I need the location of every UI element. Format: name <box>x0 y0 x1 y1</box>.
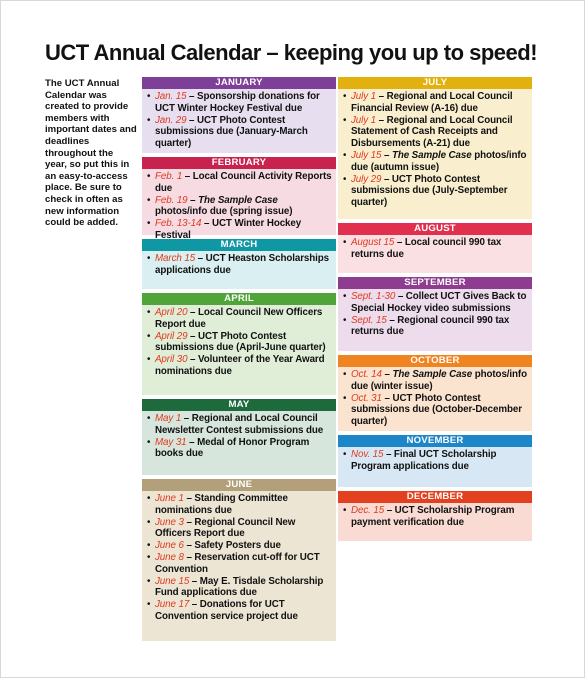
intro-text: The UCT Annual Calendar was created to provide members with important dates and deadlines throughout the year, so put this in an easy-to-access place. Be sure to check in often as new information could be added. <box>45 78 137 229</box>
entry-date: July 1 <box>351 114 376 126</box>
entry-dash: – <box>381 149 392 161</box>
bullet-icon: • <box>147 493 151 504</box>
month-header: NOVEMBER <box>338 435 532 447</box>
entry-text: – Collect UCT Gives Back to Special Hockey video submissions <box>351 291 527 314</box>
entry-date: April 20 <box>155 307 188 318</box>
entry-date: Sept. 1-30 <box>351 291 396 302</box>
month-body <box>142 411 336 475</box>
month-body <box>338 235 532 273</box>
left-column <box>142 77 336 645</box>
month-body <box>338 289 532 351</box>
publication-title: The Sample Case <box>391 149 472 161</box>
page-title: UCT Annual Calendar – keeping you up to speed! <box>45 40 538 65</box>
entry-text: photos/info due (winter issue) <box>351 369 527 392</box>
calendar-entry <box>147 307 332 331</box>
month-header: JULY <box>338 77 532 89</box>
calendar-entry <box>147 517 332 541</box>
entry-date: June 8 <box>155 551 184 563</box>
bullet-icon: • <box>147 516 151 528</box>
calendar-entry <box>147 331 332 355</box>
entry-text: – Final UCT Scholarship Program applications due <box>351 449 497 472</box>
month-body <box>142 491 336 641</box>
entry-date: August 15 <box>351 237 395 248</box>
month-header: SEPTEMBER <box>338 277 532 289</box>
entry-date: Oct. 31 <box>351 392 382 404</box>
calendar-entry <box>343 91 528 115</box>
bullet-icon: • <box>147 551 151 563</box>
entry-date: July 29 <box>351 173 382 185</box>
month-body <box>142 305 336 395</box>
month-september <box>338 277 532 351</box>
month-header: JANUARY <box>142 77 336 89</box>
bullet-icon: • <box>343 369 347 380</box>
entry-date: July 15 <box>351 149 382 161</box>
bullet-icon: • <box>147 114 151 126</box>
entry-text: – Sponsorship donations for UCT Winter Hockey Festival due <box>155 91 320 114</box>
calendar-entry <box>343 449 528 473</box>
entry-date: Feb. 1 <box>155 171 183 182</box>
calendar-entry <box>147 540 332 552</box>
month-header: OCTOBER <box>338 355 532 367</box>
entry-date: May 1 <box>155 413 182 424</box>
calendar-entry <box>147 91 332 115</box>
bullet-icon: • <box>343 91 347 102</box>
calendar-entry <box>343 393 528 428</box>
calendar-entry <box>343 315 528 339</box>
month-body <box>338 367 532 431</box>
month-february <box>142 157 336 241</box>
month-body <box>338 447 532 487</box>
entry-dash: – <box>187 194 199 206</box>
calendar-entry <box>147 171 332 195</box>
entry-date: Feb. 13-14 <box>155 218 202 230</box>
bullet-icon: • <box>343 237 347 248</box>
entry-date: Feb. 19 <box>155 194 188 206</box>
entry-text: – Reservation cut-off for UCT Convention <box>155 551 320 575</box>
bullet-icon: • <box>147 599 151 611</box>
bullet-icon: • <box>147 354 151 366</box>
entry-text: – Regional and Local Council Financial Review (A-16) due <box>351 91 513 114</box>
bullet-icon: • <box>147 575 151 587</box>
entry-text: – Regional and Local Council Newsletter Contest submissions due <box>155 413 324 436</box>
entry-text: – UCT Photo Contest submissions due (July-September quarter) <box>351 173 508 209</box>
month-header: MAY <box>142 399 336 411</box>
month-april <box>142 293 336 395</box>
month-august <box>338 223 532 273</box>
entry-text: – UCT Photo Contest submissions due (April-June quarter) <box>155 330 326 354</box>
entry-text: – Local council 990 tax returns due <box>351 237 502 260</box>
entry-date: April 29 <box>155 330 188 342</box>
calendar-entry <box>147 437 332 461</box>
entry-date: Dec. 15 <box>351 505 385 516</box>
bullet-icon: • <box>147 330 151 342</box>
calendar-entry <box>343 174 528 209</box>
entry-date: June 15 <box>155 575 190 587</box>
calendar-entry <box>147 354 332 378</box>
month-march <box>142 239 336 289</box>
month-body <box>142 89 336 153</box>
entry-text: – UCT Heaston Scholarships applications due <box>155 253 329 276</box>
entry-text: – Local Council New Officers Report due <box>155 307 323 330</box>
entry-dash: – <box>381 369 393 380</box>
month-july <box>338 77 532 219</box>
entry-date: June 6 <box>155 540 184 552</box>
bullet-icon: • <box>343 114 347 126</box>
bullet-icon: • <box>343 291 347 302</box>
bullet-icon: • <box>147 218 151 230</box>
entry-text: – Regional and Local Council Statement of Cash Receipts and Disbursements (A-21) due <box>351 114 513 150</box>
calendar-entry <box>147 413 332 437</box>
publication-title: The Sample Case <box>392 369 473 380</box>
entry-text: – Volunteer of the Year Award nominations due <box>155 354 325 377</box>
entry-date: May 31 <box>155 436 187 448</box>
calendar-entry <box>147 115 332 150</box>
calendar-entry <box>147 253 332 277</box>
entry-text: – Local Council Activity Reports due <box>155 171 332 194</box>
entry-text: photos/info due (autumn issue) <box>351 149 527 173</box>
calendar-entry <box>147 576 332 600</box>
entry-date: June 1 <box>155 493 184 504</box>
entry-text: – May E. Tisdale Scholarship Fund applications due <box>155 575 324 599</box>
entry-date: Jan. 15 <box>155 91 187 102</box>
entry-date: Nov. 15 <box>351 449 384 460</box>
entry-date: June 17 <box>155 599 190 611</box>
month-header: FEBRUARY <box>142 157 336 169</box>
bullet-icon: • <box>343 449 347 460</box>
month-header: JUNE <box>142 479 336 491</box>
bullet-icon: • <box>147 171 151 182</box>
month-january <box>142 77 336 153</box>
month-header: APRIL <box>142 293 336 305</box>
bullet-icon: • <box>147 91 151 102</box>
bullet-icon: • <box>147 413 151 424</box>
entry-text: photos/info due (spring issue) <box>155 206 293 218</box>
bullet-icon: • <box>343 392 347 404</box>
entry-text: – UCT Winter Hockey Festival <box>155 218 302 241</box>
bullet-icon: • <box>343 314 347 326</box>
entry-date: March 15 <box>155 253 196 264</box>
calendar-entry <box>147 599 332 623</box>
entry-date: July 1 <box>351 91 376 102</box>
month-header: DECEMBER <box>338 491 532 503</box>
calendar-entry <box>147 493 332 517</box>
entry-date: Jan. 29 <box>155 114 187 126</box>
publication-title: The Sample Case <box>198 194 278 206</box>
entry-date: Oct. 14 <box>351 369 382 380</box>
month-body <box>142 169 336 241</box>
calendar-entry <box>343 505 528 529</box>
month-june <box>142 479 336 641</box>
month-may <box>142 399 336 475</box>
entry-text: – Medal of Honor Program books due <box>155 436 310 460</box>
calendar-entry <box>343 115 528 150</box>
bullet-icon: • <box>343 505 347 516</box>
entry-text: – Regional Council New Officers Report due <box>155 516 296 540</box>
entry-text: – Regional council 990 tax returns due <box>351 314 510 338</box>
entry-date: June 3 <box>155 516 184 528</box>
calendar-entry <box>147 195 332 219</box>
bullet-icon: • <box>343 173 347 185</box>
month-header: AUGUST <box>338 223 532 235</box>
month-october <box>338 355 532 431</box>
bullet-icon: • <box>147 253 151 264</box>
entry-text: – UCT Photo Contest submissions due (October-December quarter) <box>351 392 522 428</box>
bullet-icon: • <box>147 436 151 448</box>
entry-text: – UCT Scholarship Program payment verification due <box>351 505 515 528</box>
entry-date: Sept. 15 <box>351 314 387 326</box>
month-body <box>142 251 336 289</box>
month-header: MARCH <box>142 239 336 251</box>
calendar-entry <box>147 552 332 576</box>
right-column <box>338 77 532 545</box>
calendar-entry <box>343 291 528 315</box>
bullet-icon: • <box>343 149 347 161</box>
calendar-entry <box>343 369 528 393</box>
month-december <box>338 491 532 541</box>
month-body <box>338 89 532 219</box>
entry-text: – Donations for UCT Convention service project due <box>155 599 298 622</box>
calendar-entry <box>343 150 528 174</box>
entry-text: – Standing Committee nominations due <box>155 493 288 516</box>
bullet-icon: • <box>147 307 151 318</box>
month-body <box>338 503 532 541</box>
calendar-entry <box>343 237 528 261</box>
bullet-icon: • <box>147 194 151 206</box>
entry-text: – Safety Posters due <box>183 540 281 552</box>
month-november <box>338 435 532 487</box>
entry-text: – UCT Photo Contest submissions due (January-March quarter) <box>155 114 308 150</box>
bullet-icon: • <box>147 540 151 552</box>
entry-date: April 30 <box>155 354 188 366</box>
